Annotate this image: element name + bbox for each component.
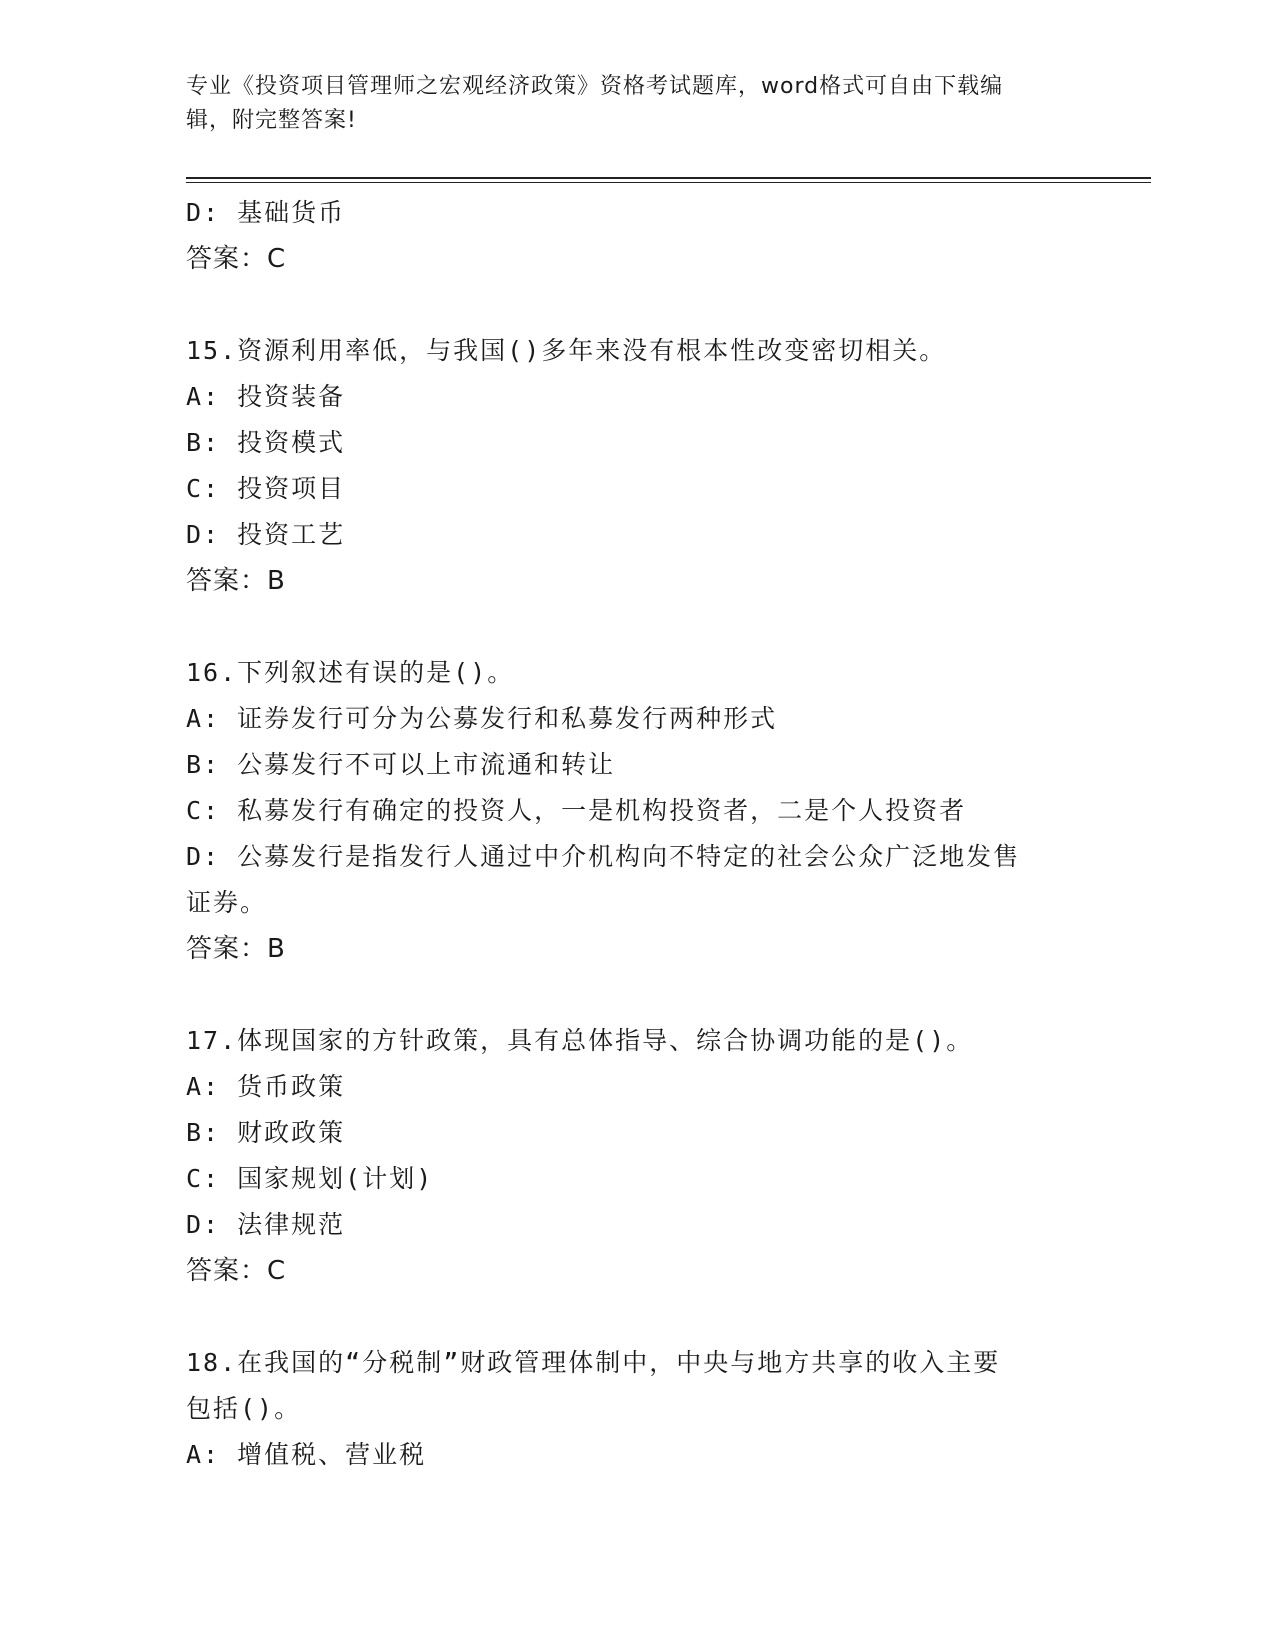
question-16 (186, 650, 1086, 972)
answer-label: 答案：B (186, 934, 286, 964)
option-b: B: 财政政策 (186, 1118, 346, 1147)
option-c: C: 国家规划(计划) (186, 1164, 434, 1193)
document-header (186, 70, 1086, 138)
question-15 (186, 328, 1086, 604)
header-line-1: 专业《投资项目管理师之宏观经济政策》资格考试题库，word格式可自由下载编 (186, 74, 1004, 99)
answer-label: 答案：C (186, 1256, 287, 1286)
option-c: C: 投资项目 (186, 474, 346, 503)
question-17 (186, 1018, 1086, 1294)
option-b: B: 投资模式 (186, 428, 346, 457)
answer-label: 答案：C (186, 244, 287, 274)
question-text: 15.资源利用率低，与我国()多年来没有根本性改变密切相关。 (186, 336, 947, 365)
option-a: A: 货币政策 (186, 1072, 346, 1101)
question-text-line-2: 包括()。 (186, 1394, 302, 1423)
option-b: B: 公募发行不可以上市流通和转让 (186, 750, 616, 779)
question-text: 17.体现国家的方针政策，具有总体指导、综合协调功能的是()。 (186, 1026, 974, 1055)
header-divider-thick (186, 177, 1151, 179)
question-text-line-1: 18.在我国的“分税制”财政管理体制中，中央与地方共享的收入主要 (186, 1348, 1001, 1377)
option-a: A: 投资装备 (186, 382, 346, 411)
option-a: A: 证券发行可分为公募发行和私募发行两种形式 (186, 704, 778, 733)
option-d: D: 基础货币 (186, 198, 346, 227)
header-divider-thin (186, 182, 1151, 183)
option-d: D: 投资工艺 (186, 520, 346, 549)
header-line-2: 辑，附完整答案! (186, 108, 357, 133)
option-d-continuation: 证券。 (186, 888, 268, 917)
option-d: D: 法律规范 (186, 1210, 346, 1239)
question-text: 16.下列叙述有误的是()。 (186, 658, 515, 687)
question-list (186, 190, 1086, 1478)
answer-label: 答案：B (186, 566, 286, 596)
option-a: A: 增值税、营业税 (186, 1440, 427, 1469)
option-d: D: 公募发行是指发行人通过中介机构向不特定的社会公众广泛地发售 (186, 842, 1021, 871)
question-18 (186, 1340, 1086, 1478)
option-c: C: 私募发行有确定的投资人，一是机构投资者，二是个人投资者 (186, 796, 967, 825)
